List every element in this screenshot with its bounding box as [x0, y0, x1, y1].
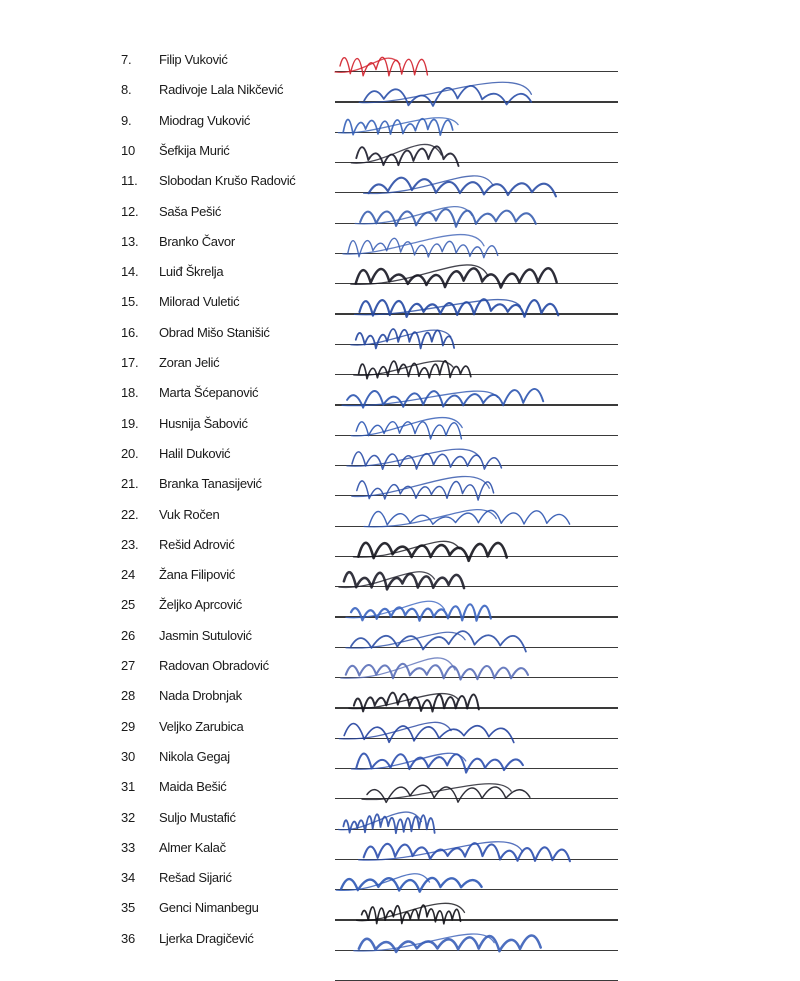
signature-line — [335, 313, 618, 314]
signatory-number: 31 — [121, 779, 136, 795]
signature-line — [335, 192, 618, 193]
signatory-number: 28 — [121, 688, 136, 704]
signature-line — [335, 919, 618, 920]
signatory-name: Radivoje Lala Nikčević — [159, 82, 284, 98]
signature-line — [335, 344, 618, 345]
signatory-row — [0, 113, 800, 143]
signatory-number: 19. — [121, 415, 139, 431]
signature-line — [335, 889, 618, 890]
signatory-number: 23. — [121, 536, 139, 552]
signature-line — [335, 495, 618, 496]
signatory-number: 17. — [121, 355, 139, 370]
signature-line — [335, 647, 618, 648]
signatory-row — [0, 264, 800, 294]
signatory-row — [0, 52, 800, 82]
signature-line — [335, 101, 618, 102]
signatory-number: 10 — [121, 142, 136, 158]
signatory-row — [0, 688, 800, 718]
signatory-name: Almer Kalač — [159, 839, 226, 855]
signatory-number: 11. — [121, 173, 138, 189]
signature-line — [335, 404, 618, 405]
signatory-name: Marta Šćepanović — [159, 385, 259, 401]
signatory-number: 16. — [121, 324, 139, 340]
signatory-name: Milorad Vuletić — [159, 294, 240, 310]
signatory-number: 20. — [121, 445, 139, 461]
signatory-row — [0, 173, 800, 203]
signatory-number: 24 — [121, 567, 136, 583]
signatory-name: Genci Nimanbegu — [159, 900, 259, 916]
signature-line — [335, 283, 618, 284]
signatory-row — [0, 355, 800, 385]
signatory-name: Branko Čavor — [159, 233, 235, 249]
signatory-number: 32 — [121, 809, 136, 825]
signatory-number: 21. — [121, 476, 139, 492]
signatory-row — [0, 810, 800, 840]
signatory-number: 8. — [121, 82, 132, 98]
signatory-name: Nada Drobnjak — [159, 688, 242, 704]
signatory-name: Rešad Sijarić — [159, 870, 232, 886]
signatory-row — [0, 931, 800, 961]
signatory-number: 15. — [121, 294, 139, 310]
signatory-row — [0, 719, 800, 749]
signature-line — [335, 738, 618, 739]
signatory-number: 29 — [121, 718, 136, 734]
signatory-row — [0, 416, 800, 446]
signatory-row — [0, 234, 800, 264]
signatory-number: 26 — [121, 627, 136, 643]
signatory-name: Vuk Ročen — [159, 506, 220, 522]
signatory-row — [0, 779, 800, 809]
signatory-name: Suljo Mustafić — [159, 809, 236, 825]
signatory-number: 22. — [121, 506, 139, 522]
signatory-row — [0, 749, 800, 779]
signature-line — [335, 435, 618, 436]
signature-line — [335, 586, 618, 587]
signatory-name: Branka Tanasijević — [159, 476, 262, 492]
signatory-row — [0, 82, 800, 112]
signatory-number: 25 — [121, 597, 136, 613]
signature-line — [335, 829, 618, 830]
signature-line — [335, 526, 618, 527]
signature-line — [335, 616, 618, 617]
signature-line — [335, 798, 618, 799]
signatory-number: 30 — [121, 748, 136, 764]
signatory-row — [0, 294, 800, 324]
signatory-row — [0, 537, 800, 567]
signatory-row — [0, 204, 800, 234]
signatory-number: 35 — [121, 900, 136, 916]
signatory-number: 12. — [121, 203, 139, 219]
signature-line — [335, 71, 618, 72]
signatory-name: Žana Filipović — [159, 567, 235, 583]
signature-line — [335, 162, 618, 163]
signatory-name: Saša Pešić — [159, 203, 222, 219]
signatory-number: 7. — [121, 52, 132, 67]
signatory-number: 18. — [121, 385, 139, 401]
signatory-row — [0, 628, 800, 658]
signatory-name: Halil Duković — [159, 445, 231, 461]
signatory-row — [0, 143, 800, 173]
signatory-name: Šefkija Murić — [159, 142, 230, 158]
signature-line — [335, 859, 618, 860]
signatory-name: Husnija Šabović — [159, 415, 248, 431]
signature-line — [335, 677, 618, 678]
signatory-row — [0, 658, 800, 688]
signatory-name: Radovan Obradović — [159, 658, 269, 673]
signatory-name: Maida Bešić — [159, 779, 227, 795]
signatory-number: 13. — [121, 233, 139, 249]
signatory-number: 27 — [121, 658, 136, 673]
signatory-row — [0, 597, 800, 627]
signatory-row — [0, 870, 800, 900]
signatory-row — [0, 900, 800, 930]
signatory-row — [0, 507, 800, 537]
signature-line — [335, 768, 618, 769]
signatory-number: 34 — [121, 870, 136, 886]
signatory-number: 33 — [121, 839, 136, 855]
signatory-number: 14. — [121, 264, 139, 280]
signatory-name: Filip Vuković — [159, 52, 228, 67]
signatory-row — [0, 325, 800, 355]
signatory-name: Slobodan Krušo Radović — [159, 173, 296, 189]
signatory-row — [0, 567, 800, 597]
signatory-name: Jasmin Sutulović — [159, 627, 252, 643]
signatory-row — [0, 476, 800, 506]
signature-line — [335, 253, 618, 254]
signature-line — [335, 374, 618, 375]
signatory-row — [0, 446, 800, 476]
signatory-name: Obrad Mišo Stanišić — [159, 324, 270, 340]
signatory-number: 9. — [121, 112, 132, 128]
signatory-name: Ljerka Dragičević — [159, 930, 254, 946]
signatory-name: Željko Aprcović — [159, 597, 242, 613]
signatory-row — [0, 840, 800, 870]
signature-line — [335, 556, 618, 557]
signature-line — [335, 132, 618, 133]
signature-line — [335, 707, 618, 708]
signatory-name: Zoran Jelić — [159, 355, 220, 370]
signature-line — [335, 223, 618, 224]
signatory-name: Miodrag Vuković — [159, 112, 251, 128]
signatory-row — [0, 385, 800, 415]
signatory-number: 36 — [121, 930, 136, 946]
signatory-name: Nikola Gegaj — [159, 748, 230, 764]
signatory-name: Veljko Zarubica — [159, 718, 244, 734]
signatory-name: Luiđ Škrelja — [159, 264, 224, 280]
signature-line — [335, 950, 618, 951]
signatory-name: Rešid Adrović — [159, 536, 235, 552]
signature-line — [335, 465, 618, 466]
